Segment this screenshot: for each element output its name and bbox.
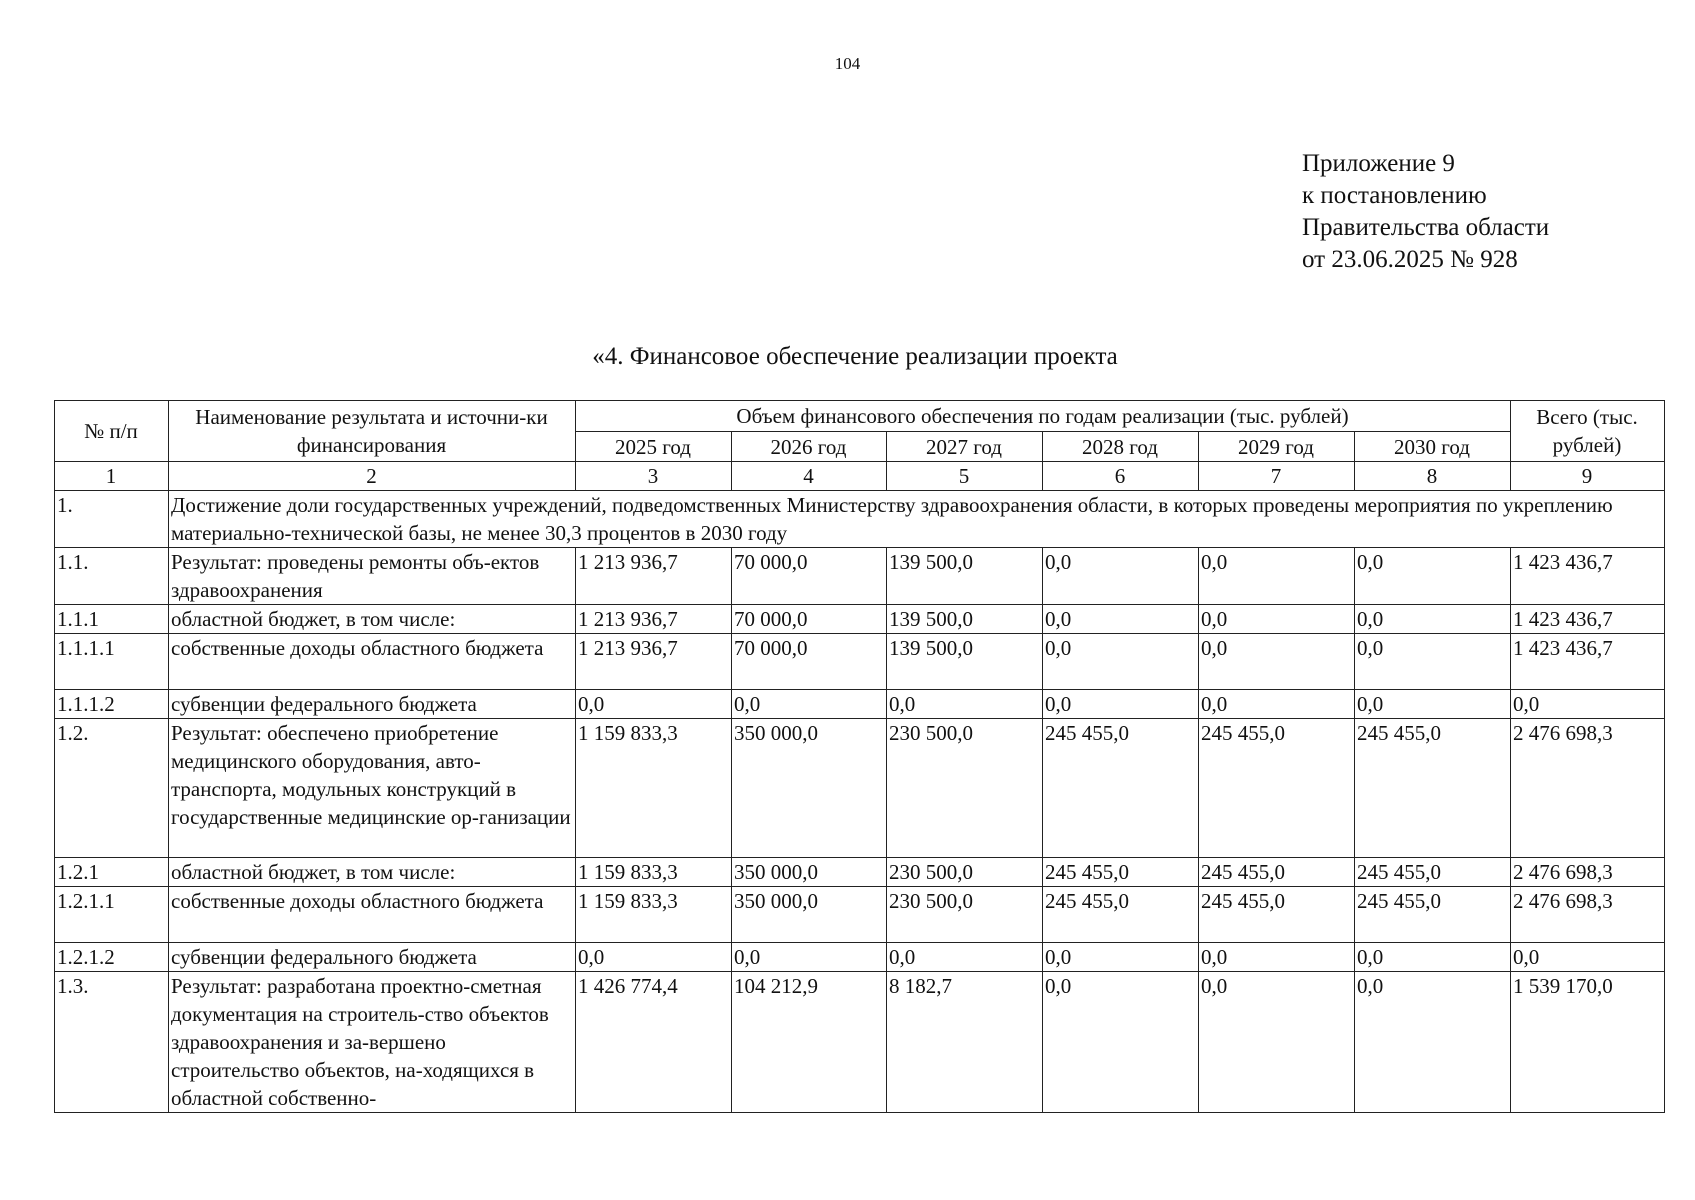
row-name: Результат: разработана проектно-сметная документация на строитель-ство объектов здравоохранения и за-вершено строительство объектов, на-ходящихся в областной собственно- [169,972,576,1113]
row-value: 0,0 [732,943,887,972]
row-total: 1 423 436,7 [1511,548,1665,605]
row-value: 350 000,0 [732,858,887,887]
row-value: 0,0 [1199,634,1355,690]
table-row [55,972,1665,1113]
goal-text: Достижение доли государственных учреждений, подведомственных Министерству здравоохранения области, в которых проведены мероприятия по укреплению материально-технической базы, не менее 30,3 процентов в 2030 году [169,491,1665,548]
row-value: 0,0 [1355,972,1511,1113]
row-value: 1 213 936,7 [576,605,732,634]
row-name: областной бюджет, в том числе: [169,605,576,634]
row-total: 0,0 [1511,943,1665,972]
row-total: 2 476 698,3 [1511,858,1665,887]
row-value: 0,0 [732,690,887,719]
row-value: 139 500,0 [887,605,1043,634]
row-value: 0,0 [1355,943,1511,972]
row-value: 245 455,0 [1355,719,1511,858]
row-value: 350 000,0 [732,719,887,858]
row-value: 0,0 [887,690,1043,719]
column-number: 6 [1043,462,1199,491]
table-row [55,858,1665,887]
row-value: 245 455,0 [1043,887,1199,943]
column-number: 8 [1355,462,1511,491]
row-value: 245 455,0 [1043,719,1199,858]
row-total: 0,0 [1511,690,1665,719]
column-number: 3 [576,462,732,491]
row-value: 230 500,0 [887,858,1043,887]
row-value: 245 455,0 [1043,858,1199,887]
header-total: Всего (тыс. рублей) [1511,401,1665,462]
row-num: 1.1.1.2 [55,690,169,719]
column-number: 9 [1511,462,1665,491]
row-value: 1 159 833,3 [576,887,732,943]
page-number: 104 [834,54,861,73]
row-num: 1.2.1.1 [55,887,169,943]
row-value: 0,0 [1199,972,1355,1113]
row-value: 230 500,0 [887,719,1043,858]
table-row [55,943,1665,972]
row-num: 1.2.1 [55,858,169,887]
row-value: 8 182,7 [887,972,1043,1113]
row-value: 1 213 936,7 [576,548,732,605]
row-value: 0,0 [576,943,732,972]
row-value: 350 000,0 [732,887,887,943]
table-row [55,690,1665,719]
row-value: 70 000,0 [732,548,887,605]
row-total: 2 476 698,3 [1511,719,1665,858]
table-row [55,634,1665,690]
header-year: 2028 год [1043,432,1199,462]
row-value: 0,0 [1199,943,1355,972]
row-value: 245 455,0 [1199,719,1355,858]
header-year: 2027 год [887,432,1043,462]
header-year: 2026 год [732,432,887,462]
column-number: 7 [1199,462,1355,491]
row-value: 70 000,0 [732,605,887,634]
row-value: 1 426 774,4 [576,972,732,1113]
row-value: 0,0 [1355,634,1511,690]
row-value: 230 500,0 [887,887,1043,943]
row-value: 0,0 [1043,605,1199,634]
row-value: 0,0 [1199,690,1355,719]
row-value: 0,0 [887,943,1043,972]
row-value: 0,0 [1043,634,1199,690]
row-value: 0,0 [576,690,732,719]
row-value: 245 455,0 [1199,858,1355,887]
table-row [55,548,1665,605]
row-value: 0,0 [1355,605,1511,634]
row-value: 0,0 [1355,548,1511,605]
row-value: 1 213 936,7 [576,634,732,690]
goal-num: 1. [55,491,169,548]
row-value: 70 000,0 [732,634,887,690]
row-total: 1 539 170,0 [1511,972,1665,1113]
document-title: «4. Финансовое обеспечение реализации проекта [592,343,1118,370]
table-row [55,719,1665,858]
column-number: 5 [887,462,1043,491]
row-value: 0,0 [1043,972,1199,1113]
row-value: 0,0 [1043,690,1199,719]
row-name: субвенции федерального бюджета [169,690,576,719]
row-value: 245 455,0 [1355,858,1511,887]
row-total: 2 476 698,3 [1511,887,1665,943]
row-total: 1 423 436,7 [1511,605,1665,634]
row-value: 1 159 833,3 [576,858,732,887]
header-year: 2025 год [576,432,732,462]
row-value: 139 500,0 [887,548,1043,605]
row-num: 1.2.1.2 [55,943,169,972]
table-row [55,887,1665,943]
row-num: 1.1.1.1 [55,634,169,690]
row-name: Результат: проведены ремонты объ-ектов здравоохранения [169,548,576,605]
financing-table [54,400,1665,1113]
header-name: Наименование результата и источни-ки финансирования [169,401,576,462]
column-number: 1 [55,462,169,491]
row-value: 0,0 [1199,548,1355,605]
approval-line: Правительства области [1302,214,1550,241]
row-value: 104 212,9 [732,972,887,1113]
row-name: областной бюджет, в том числе: [169,858,576,887]
row-value: 0,0 [1043,943,1199,972]
table-row [55,605,1665,634]
approval-line: от 23.06.2025 № 928 [1302,246,1518,273]
row-num: 1.2. [55,719,169,858]
column-number: 4 [732,462,887,491]
row-total: 1 423 436,7 [1511,634,1665,690]
row-value: 245 455,0 [1199,887,1355,943]
row-name: собственные доходы областного бюджета [169,887,576,943]
row-value: 0,0 [1355,690,1511,719]
row-value: 245 455,0 [1355,887,1511,943]
row-value: 0,0 [1199,605,1355,634]
row-name: собственные доходы областного бюджета [169,634,576,690]
row-num: 1.3. [55,972,169,1113]
row-num: 1.1.1 [55,605,169,634]
row-value: 0,0 [1043,548,1199,605]
row-num: 1.1. [55,548,169,605]
header-volume: Объем финансового обеспечения по годам реализации (тыс. рублей) [576,401,1511,432]
row-value: 1 159 833,3 [576,719,732,858]
approval-line: Приложение 9 [1302,150,1455,177]
header-year: 2030 год [1355,432,1511,462]
approval-block [1302,148,1549,276]
approval-line: к постановлению [1302,182,1487,209]
row-name: субвенции федерального бюджета [169,943,576,972]
row-name: Результат: обеспечено приобретение медицинского оборудования, авто-транспорта, модульных конструкций в государственные медицинские ор-ганизации [169,719,576,858]
column-number: 2 [169,462,576,491]
header-num: № п/п [55,401,169,462]
header-year: 2029 год [1199,432,1355,462]
row-value: 139 500,0 [887,634,1043,690]
